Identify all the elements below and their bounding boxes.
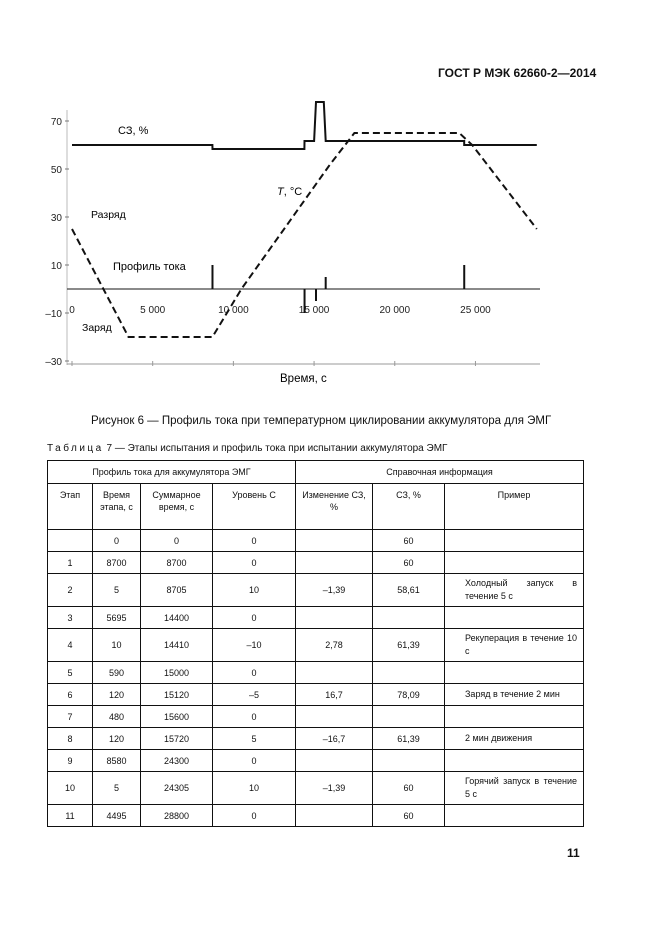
- table-cell: –1,39: [296, 772, 373, 805]
- table-row: [48, 728, 584, 750]
- table-row: [48, 552, 584, 574]
- table-cell: 11: [48, 805, 93, 827]
- current-profile-label: Профиль тока: [113, 261, 186, 273]
- table-cell: 61,39: [373, 728, 445, 750]
- table-row: [48, 629, 584, 662]
- charge-label: Заряд: [82, 322, 112, 334]
- table-cell-example: Горячий запуск в течение 5 с: [445, 772, 584, 805]
- table-cell: 120: [93, 684, 141, 706]
- table-cell: [296, 706, 373, 728]
- table-row: [48, 662, 584, 684]
- table-cell: 0: [141, 530, 213, 552]
- table-cell: [296, 530, 373, 552]
- table-cell: 61,39: [373, 629, 445, 662]
- x-tick-label: 25 000: [460, 305, 491, 316]
- column-header: Время этапа, с: [93, 484, 141, 530]
- temp-label: T, °C: [277, 186, 303, 198]
- table-cell: 15000: [141, 662, 213, 684]
- table-cell-example: [445, 706, 584, 728]
- table-row: [48, 750, 584, 772]
- discharge-label: Разряд: [91, 209, 126, 221]
- table-cell: 0: [213, 662, 296, 684]
- table-cell: 0: [213, 706, 296, 728]
- table-cell: –10: [213, 629, 296, 662]
- table-cell: [48, 530, 93, 552]
- y-tick-label: 30: [50, 213, 62, 224]
- table-cell: [296, 750, 373, 772]
- table-cell: 5: [48, 662, 93, 684]
- table-cell: 5: [213, 728, 296, 750]
- table-title: Таблица 7 — Этапы испытания и профиль тока при испытании аккумулятора ЭМГ: [47, 443, 448, 454]
- table-cell-example: [445, 805, 584, 827]
- table-row: [48, 805, 584, 827]
- table-cell: 24305: [141, 772, 213, 805]
- table-cell-example: Холодный запуск в течение 5 с: [445, 574, 584, 607]
- table-cell-example: [445, 750, 584, 772]
- soc-label: СЗ, %: [118, 125, 149, 137]
- column-header: Изменение СЗ, %: [296, 484, 373, 530]
- figure-caption: Рисунок 6 — Профиль тока при температурном циклировании аккумулятора для ЭМГ: [91, 415, 552, 427]
- table-cell: 0: [213, 552, 296, 574]
- table-cell: 8705: [141, 574, 213, 607]
- y-tick-label: –30: [45, 357, 62, 368]
- table-cell: 10: [48, 772, 93, 805]
- table-cell: 9: [48, 750, 93, 772]
- table-cell: –16,7: [296, 728, 373, 750]
- table-cell: 1: [48, 552, 93, 574]
- x-tick-label: 20 000: [379, 305, 411, 316]
- x-axis-label: Время, с: [280, 373, 327, 385]
- table-cell: 16,7: [296, 684, 373, 706]
- y-tick-label: 10: [50, 261, 62, 272]
- table-cell: 0: [213, 805, 296, 827]
- table-cell: 8700: [93, 552, 141, 574]
- table-cell: 60: [373, 552, 445, 574]
- x-tick-label: 0: [69, 305, 75, 316]
- y-tick-label: 50: [50, 165, 62, 176]
- table-row: [48, 706, 584, 728]
- table-cell: 10: [213, 772, 296, 805]
- group-header-profile: Профиль тока для аккумулятора ЭМГ: [48, 461, 296, 484]
- column-header: Пример: [445, 484, 584, 530]
- column-header: Уровень С: [213, 484, 296, 530]
- table-cell: 60: [373, 805, 445, 827]
- table-cell: 0: [213, 750, 296, 772]
- table-cell: 5: [93, 574, 141, 607]
- table-cell: 60: [373, 772, 445, 805]
- table-cell: 5695: [93, 607, 141, 629]
- x-tick-label: 5 000: [140, 305, 166, 316]
- table-cell: 15120: [141, 684, 213, 706]
- table-row: [48, 530, 584, 552]
- table-cell: 4: [48, 629, 93, 662]
- table-cell: 5: [93, 772, 141, 805]
- table-cell: 4495: [93, 805, 141, 827]
- table-cell-example: [445, 552, 584, 574]
- table-row: [48, 772, 584, 805]
- table-cell: [373, 706, 445, 728]
- table-cell: 15720: [141, 728, 213, 750]
- table-cell: –1,39: [296, 574, 373, 607]
- table-cell: 24300: [141, 750, 213, 772]
- table-row: [48, 684, 584, 706]
- table-cell: 14410: [141, 629, 213, 662]
- table-cell: [296, 552, 373, 574]
- table-cell: 14400: [141, 607, 213, 629]
- table-cell: 15600: [141, 706, 213, 728]
- table-cell-example: Рекуперация в течение 10 с: [445, 629, 584, 662]
- table-cell: 2: [48, 574, 93, 607]
- table-cell: [296, 805, 373, 827]
- table-row: [48, 607, 584, 629]
- table-cell: [373, 750, 445, 772]
- table-cell-example: [445, 530, 584, 552]
- table-cell: 10: [93, 629, 141, 662]
- table-cell: 2,78: [296, 629, 373, 662]
- table-cell: [373, 607, 445, 629]
- table-cell: 0: [93, 530, 141, 552]
- table-cell: 3: [48, 607, 93, 629]
- table-cell: 8700: [141, 552, 213, 574]
- table-cell: 590: [93, 662, 141, 684]
- column-header: Этап: [48, 484, 93, 530]
- table-cell-example: 2 мин движения: [445, 728, 584, 750]
- column-header: Суммарное время, с: [141, 484, 213, 530]
- group-header-reference: Справочная информация: [296, 461, 584, 484]
- figure-chart: [0, 0, 661, 410]
- y-tick-label: –10: [45, 309, 62, 320]
- steps-table: [47, 460, 584, 827]
- table-cell: –5: [213, 684, 296, 706]
- table-cell: 8: [48, 728, 93, 750]
- table-cell: 10: [213, 574, 296, 607]
- standard-code: ГОСТ Р МЭК 62660-2—2014: [438, 66, 597, 80]
- table-cell: 58,61: [373, 574, 445, 607]
- table-cell-example: [445, 662, 584, 684]
- x-tick-label: 10 000: [218, 305, 249, 316]
- table-row: [48, 574, 584, 607]
- table-cell: [373, 662, 445, 684]
- table-cell: 6: [48, 684, 93, 706]
- table-cell: 8580: [93, 750, 141, 772]
- table-cell: 7: [48, 706, 93, 728]
- table-cell-example: [445, 607, 584, 629]
- page-number: 11: [567, 846, 580, 860]
- table-cell: 0: [213, 607, 296, 629]
- table-cell: 78,09: [373, 684, 445, 706]
- y-tick-label: 70: [50, 117, 62, 128]
- table-cell: [296, 607, 373, 629]
- table-cell: 60: [373, 530, 445, 552]
- table-cell-example: Заряд в течение 2 мин: [445, 684, 584, 706]
- column-header: СЗ, %: [373, 484, 445, 530]
- table-cell: 0: [213, 530, 296, 552]
- x-tick-label: 15 000: [298, 305, 330, 316]
- table-cell: 28800: [141, 805, 213, 827]
- table-cell: 480: [93, 706, 141, 728]
- table-cell: [296, 662, 373, 684]
- table-cell: 120: [93, 728, 141, 750]
